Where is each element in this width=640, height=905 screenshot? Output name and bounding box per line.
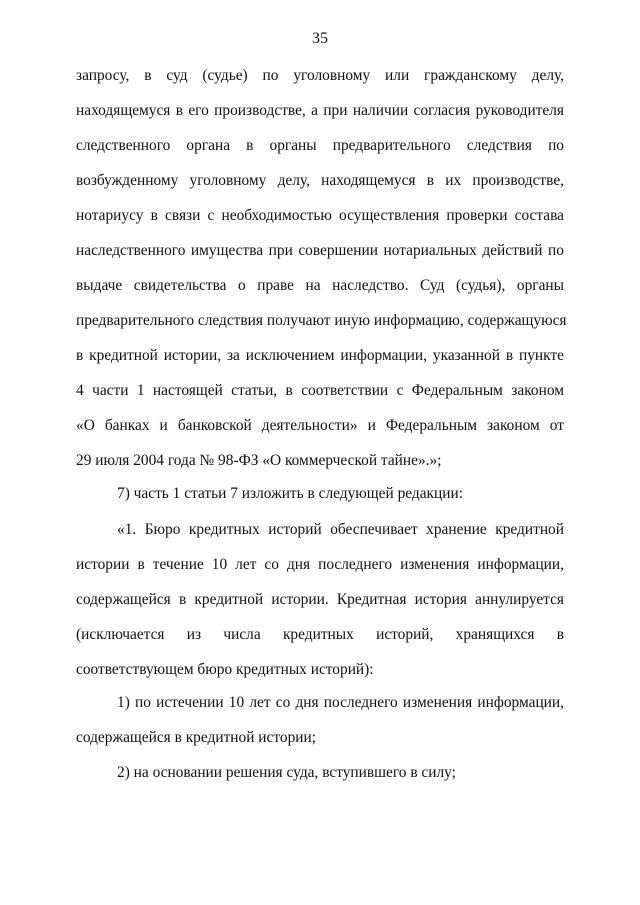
text-line: содержащейся в кредитной истории; xyxy=(76,729,317,746)
page-number: 35 xyxy=(312,30,328,47)
text-line: запросу, в суд (судье) по уголовному или гражданскому делу, xyxy=(76,67,564,84)
text-line: 29 июля 2004 года № 98-ФЗ «О коммерческой тайне».»; xyxy=(76,452,442,469)
paragraph-line: 7) часть 1 статьи 7 изложить в следующей редакции: xyxy=(117,485,464,502)
text-line: находящемуся в его производстве, а при наличии согласия руководителя xyxy=(76,102,564,119)
text-line: 4 части 1 настоящей статьи, в соответствии с Федеральным законом xyxy=(76,382,564,399)
text-line: в кредитной истории, за исключением информации, указанной в пункте xyxy=(76,347,564,364)
text-line: «О банках и банковской деятельности» и Федеральным законом от xyxy=(76,417,564,434)
text-line: наследственного имущества при совершении нотариальных действий по xyxy=(76,242,564,259)
text-line: содержащейся в кредитной истории. Кредитная история аннулируется xyxy=(76,591,564,608)
text-line: предварительного следствия получают иную информацию, содержащуюся xyxy=(76,312,567,329)
text-line: истории в течение 10 лет со дня последнего изменения информации, xyxy=(76,556,564,573)
text-line: нотариусу в связи с необходимостью осуществления проверки состава xyxy=(76,207,564,224)
text-line: (исключается из числа кредитных историй, хранящихся в xyxy=(76,626,564,643)
text-line: возбужденному уголовному делу, находящемуся в их производстве, xyxy=(76,172,564,189)
paragraph-line: «1. Бюро кредитных историй обеспечивает хранение кредитной xyxy=(117,521,564,538)
text-line: соответствующем бюро кредитных историй): xyxy=(76,661,374,678)
text-line: выдаче свидетельства о праве на наследство. Суд (судья), органы xyxy=(76,277,564,294)
paragraph-line: 1) по истечении 10 лет со дня последнего изменения информации, xyxy=(117,694,564,711)
text-line: следственного органа в органы предварительного следствия по xyxy=(76,137,564,154)
paragraph-line: 2) на основании решения суда, вступившего в силу; xyxy=(117,764,456,781)
